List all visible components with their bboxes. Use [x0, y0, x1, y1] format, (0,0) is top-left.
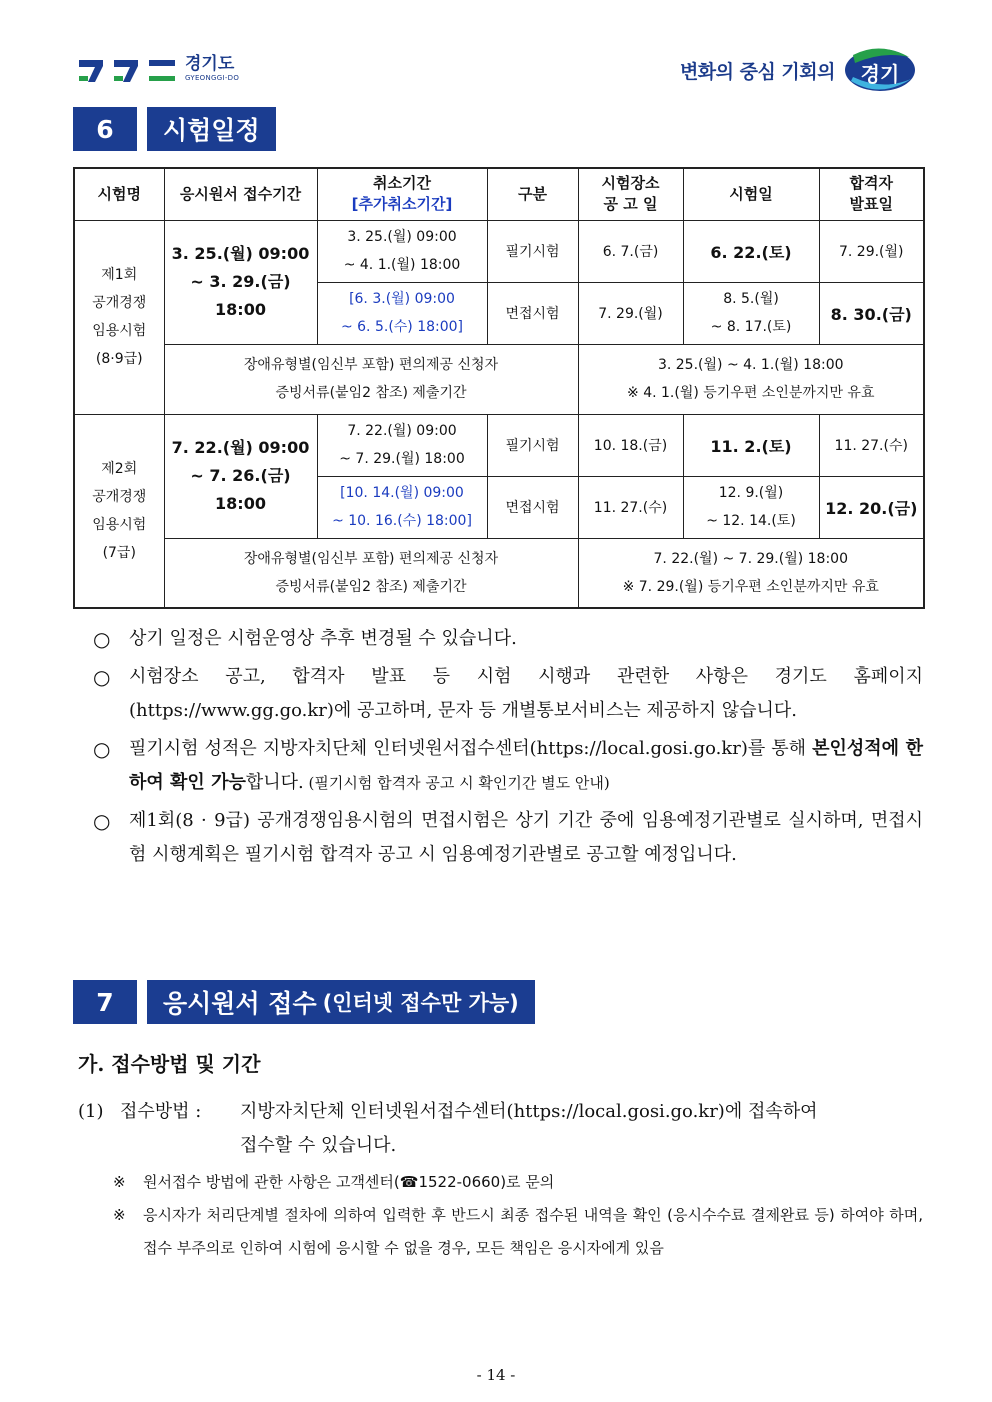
col-header-cancel-period [317, 168, 487, 220]
round1-apply-period [164, 220, 317, 344]
bullet-circle-icon: ○ [93, 665, 111, 689]
round1-interview-type: 면접시험 [487, 282, 578, 344]
col-header-type: 구분 [487, 168, 578, 220]
round2-disability-period-1: 7. 22.(월) ~ 7. 29.(월) 18:00 [653, 550, 848, 567]
round1-disability-label [164, 344, 578, 414]
round2-disability-period [578, 538, 924, 608]
round1-name-2: 공개경쟁 [92, 295, 147, 311]
bullet-text: 시험장소 공고, 합격자 발표 등 시험 시행과 관련한 사항은 경기도 홈페이지 (https://www.gg.go.kr)에 공고하며, 문자 등 개별통보서비스는 제공하지 않습니다. [129, 666, 923, 721]
round2-apply-period [164, 414, 317, 538]
bullet-circle-icon: ○ [93, 737, 111, 761]
round2-interview-notice: 11. 27.(수) [578, 476, 683, 538]
round1-cancel-2: ~ 4. 1.(월) 18:00 [343, 257, 461, 273]
round1-written-exam: 6. 22.(토) [683, 220, 819, 282]
page-number: - 14 - [476, 1366, 516, 1384]
round2-disability-2: 증빙서류(붙임2 참조) 제출기간 [275, 578, 467, 595]
col-header-result-date [819, 168, 924, 220]
bullet-circle-icon: ○ [93, 627, 111, 651]
round1-interview-notice: 7. 29.(월) [578, 282, 683, 344]
round2-interview-exam [683, 476, 819, 538]
bullet-circle-icon: ○ [93, 809, 111, 833]
round1-name [74, 220, 164, 414]
list-item [113, 1199, 923, 1265]
col-header-venue-notice [578, 168, 683, 220]
round1-extra-2: ~ 6. 5.(수) 18:00] [340, 319, 464, 335]
bullet-text: 상기 일정은 시험운영상 추후 변경될 수 있습니다. [129, 628, 517, 649]
bullet-text [129, 732, 923, 800]
bullet-text-small: (필기시험 합격자 공고 시 확인기간 별도 안내) [303, 774, 610, 792]
table-row [74, 414, 924, 476]
table-header-row [74, 168, 924, 220]
list-item [93, 622, 923, 656]
round2-name-4: (7급) [102, 544, 136, 561]
round2-written-result: 11. 27.(수) [819, 414, 924, 476]
result-label-1: 합격자 [849, 174, 893, 193]
round2-extra-2: ~ 10. 16.(수) 18:00] [332, 513, 472, 529]
round2-disability-period-2: ※ 7. 29.(월) 등기우편 소인분까지만 유효 [622, 578, 879, 595]
round2-cancel-period [317, 414, 487, 476]
round2-name-2: 공개경쟁 [92, 488, 147, 505]
round1-name-3: 임용시험 [92, 323, 147, 339]
section-6-title: 시험일정 [147, 107, 276, 151]
page-header [0, 0, 992, 100]
round1-disability-1: 장애유형별(임신부 포함) 편의제공 신청자 [243, 357, 499, 373]
method-text-1: 지방자치단체 인터넷원서접수센터(https://local.gosi.go.kr)에 접속하여 [240, 1101, 818, 1122]
round2-interview-result: 12. 20.(금) [819, 476, 924, 538]
round1-disability-period-1: 3. 25.(월) ~ 4. 1.(월) 18:00 [657, 357, 844, 373]
bullet-text: 제1회(8 · 9급) 공개경쟁임용시험의 면접시험은 상기 기간 중에 임용예정기관별로 실시하며, 면접시험 시행계획은 필기시험 합격자 공고 시 임용예정기관별로 공고할 예정입니다. [129, 810, 923, 865]
round1-written-notice: 6. 7.(금) [578, 220, 683, 282]
exam-schedule-table [73, 167, 925, 609]
round2-interview-exam-1: 12. 9.(월) [718, 485, 784, 501]
round1-interview-exam-2: ~ 8. 17.(토) [710, 319, 792, 335]
table-row [74, 220, 924, 282]
slogan-badge-text: 경기 [860, 62, 900, 86]
bullet-text-pre: 필기시험 성적은 지방자치단체 인터넷원서접수센터(https://local.gosi.go.kr)를 통해 [129, 738, 813, 759]
list-item [113, 1166, 923, 1199]
note-mark-icon: ※ [113, 1206, 126, 1224]
round1-disability-period [578, 344, 924, 414]
round1-extra-1: [6. 3.(월) 09:00 [349, 291, 455, 307]
round2-written-type: 필기시험 [487, 414, 578, 476]
col-header-application-period: 응시원서 접수기간 [164, 168, 317, 220]
venue-notice-label-2: 공 고 일 [603, 195, 658, 214]
table-row [74, 538, 924, 608]
result-label-2: 발표일 [849, 195, 893, 214]
round2-written-exam: 11. 2.(토) [683, 414, 819, 476]
round1-interview-result: 8. 30.(금) [819, 282, 924, 344]
round2-extra-1: [10. 14.(월) 09:00 [340, 485, 464, 501]
logo-text-ko: 경기도 [185, 54, 235, 74]
bullet-text-post: 합니다. [245, 772, 304, 793]
section-7-subtitle: (인터넷 접수만 가능) [322, 991, 519, 1015]
logo-text-en: GYEONGGI-DO [185, 74, 240, 82]
note-mark-icon: ※ [113, 1173, 126, 1191]
cancel-period-extra-label: [추가취소기간] [351, 195, 453, 214]
gyeonggi-logo [77, 54, 239, 84]
section-6-number: 6 [73, 107, 137, 151]
method-text-2: 접수할 수 있습니다. [240, 1135, 397, 1156]
list-item [93, 660, 923, 728]
note-text: 응시자가 처리단계별 절차에 의하여 입력한 후 반드시 최종 접수된 내역을 확인 (응시수수료 결제완료 등) 하여야 하며, 접수 부주의로 인하여 시험에 응시할 수 없을 경우, 모든 책임은 응시자에게 있음 [143, 1206, 923, 1257]
round1-apply-2: ~ 3. 29.(금) 18:00 [190, 272, 291, 319]
table-row [74, 344, 924, 414]
round1-name-1: 제1회 [101, 267, 138, 283]
round1-name-4: (8·9급) [95, 351, 143, 367]
round2-extra-cancel [317, 476, 487, 538]
cancel-period-label: 취소기간 [373, 174, 431, 193]
section-6-heading [73, 107, 276, 151]
round1-extra-cancel [317, 282, 487, 344]
list-item [93, 804, 923, 872]
section-7-heading [73, 980, 535, 1024]
round2-cancel-2: ~ 7. 29.(월) 18:00 [339, 451, 465, 467]
col-header-exam-name: 시험명 [74, 168, 164, 220]
venue-notice-label-1: 시험장소 [601, 174, 660, 193]
method-label: 접수방법 : [120, 1101, 202, 1122]
round1-interview-exam [683, 282, 819, 344]
round2-name-1: 제2회 [101, 460, 138, 477]
notice-bullets [93, 622, 923, 876]
round2-disability-label [164, 538, 578, 608]
round1-disability-2: 증빙서류(붙임2 참조) 제출기간 [275, 385, 467, 401]
round1-interview-exam-1: 8. 5.(월) [723, 291, 779, 307]
round1-written-result: 7. 29.(월) [819, 220, 924, 282]
slogan-text: 변화의 중심 기회의 [679, 60, 835, 83]
round2-cancel-1: 7. 22.(월) 09:00 [347, 423, 457, 439]
application-method [78, 1095, 923, 1163]
round2-disability-1: 장애유형별(임신부 포함) 편의제공 신청자 [243, 550, 499, 567]
round2-interview-type: 면접시험 [487, 476, 578, 538]
round1-apply-1: 3. 25.(월) 09:00 [171, 244, 310, 263]
method-notes [113, 1166, 923, 1265]
slogan [680, 47, 917, 93]
section-7-title [147, 980, 535, 1024]
round2-name-3: 임용시험 [92, 516, 147, 533]
note-text: 원서접수 방법에 관한 사항은 고객센터(☎1522-0660)로 문의 [143, 1173, 555, 1191]
round2-interview-exam-2: ~ 12. 14.(토) [706, 513, 796, 529]
subsection-title: 가. 접수방법 및 기간 [78, 1052, 261, 1076]
method-number: (1) [78, 1101, 104, 1122]
col-header-exam-date: 시험일 [683, 168, 819, 220]
slogan-badge [843, 47, 917, 93]
section-7-title-text: 응시원서 접수 [163, 989, 317, 1018]
round1-cancel-period [317, 220, 487, 282]
round2-name [74, 414, 164, 608]
round1-written-type: 필기시험 [487, 220, 578, 282]
round1-disability-period-2: ※ 4. 1.(월) 등기우편 소인분까지만 유효 [627, 385, 875, 401]
bullet-text-bold: 본인성적에 한하여 확인 가능 [129, 738, 923, 793]
round1-cancel-1: 3. 25.(월) 09:00 [347, 229, 457, 245]
method-text [240, 1095, 923, 1163]
list-item [93, 732, 923, 800]
round2-apply-2: ~ 7. 26.(금) 18:00 [190, 466, 291, 513]
round2-apply-1: 7. 22.(월) 09:00 [171, 438, 310, 457]
logo-mark-icon [77, 54, 177, 84]
round2-written-notice: 10. 18.(금) [578, 414, 683, 476]
section-7-number: 7 [73, 980, 137, 1024]
